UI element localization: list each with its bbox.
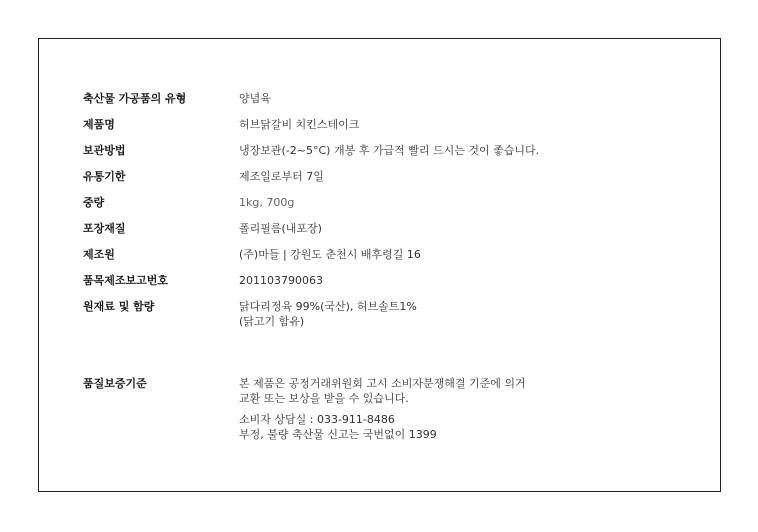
row-value [239,221,322,236]
row-label: 중량 [83,196,105,209]
row-value [239,376,526,442]
quality-paragraph-line: 교환 또는 보상을 받을 수 있습니다. [239,392,409,405]
row-value [239,273,323,288]
row-label: 포장재질 [83,222,126,235]
row-value-text: 제조일로부터 7일 [239,170,324,183]
row-value-text: 양념육 [239,92,271,105]
row-value [239,169,324,184]
row-value-text: 닭다리정육 99%(국산), 허브솔트1% [239,300,417,313]
row-label: 보관방법 [83,144,126,157]
row-value [239,117,359,132]
row-value-text: 폴리필름(내포장) [239,222,322,235]
report-line: 부정, 불량 축산물 신고는 국번없이 1399 [239,428,437,441]
row-label: 제품명 [83,118,115,131]
row-value [239,299,417,329]
product-info-table [38,38,721,492]
quality-paragraph-line: 본 제품은 공정거래위원회 고시 소비자분쟁해결 기준에 의거 [239,377,526,390]
row-label: 유통기한 [83,170,126,183]
row-value-text: 허브닭갈비 치킨스테이크 [239,118,360,131]
row-label: 품질보증기준 [83,377,147,390]
row-label: 원재료 및 함량 [83,300,155,313]
row-value [239,143,539,158]
row-value-text: 1kg, 700g [239,196,295,209]
row-label: 품목제조보고번호 [83,274,169,287]
row-value-text: (닭고기 함유) [239,315,305,328]
row-value [239,247,421,262]
row-value-text: 냉장보관(-2~5°C) 개봉 후 가급적 빨리 드시는 것이 좋습니다. [239,144,540,157]
row-value-text: (주)마들 | 강원도 춘천시 배후령길 16 [239,248,421,261]
row-value [239,195,294,210]
row-value-text: 201103790063 [239,274,323,287]
row-value [239,91,271,106]
consumer-contact-line: 소비자 상담실 : 033-911-8486 [239,413,395,426]
row-label: 제조원 [83,248,115,261]
row-label: 축산물 가공품의 유형 [83,92,187,105]
